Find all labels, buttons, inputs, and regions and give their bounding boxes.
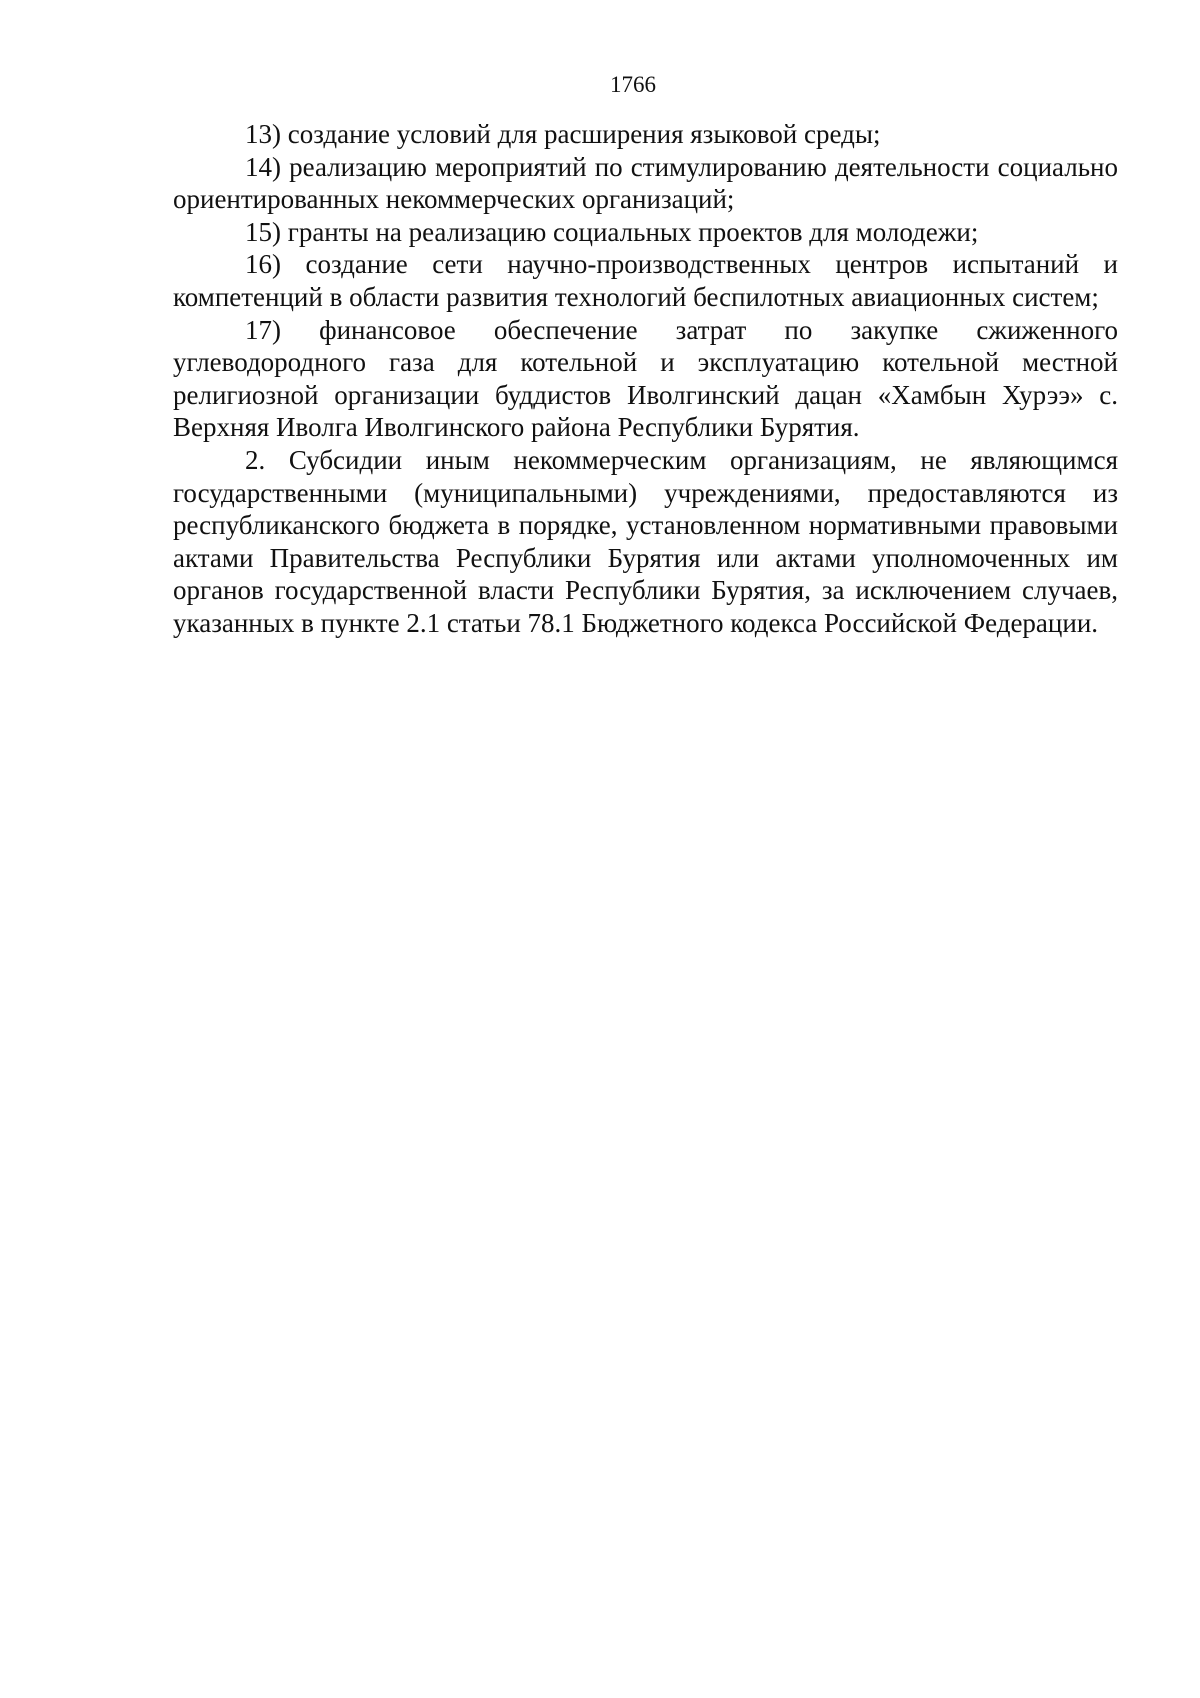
list-item-14: 14) реализацию мероприятий по стимулированию деятельности социально ориентированных некоммерческих организаций; <box>173 151 1118 215</box>
list-item-16: 16) создание сети научно-производственных центров испытаний и компетенций в области развития технологий беспилотных авиационных систем; <box>173 249 1118 312</box>
list-item-17: 17) финансовое обеспечение затрат по закупке сжиженного углеводородного газа для котельной и эксплуатацию котельной местной религиозной организации буддистов Иволгинский дацан «Хамбын Хурээ» с. Верхняя Иволга Иволгинского района Республики Бурятия. <box>173 314 1118 443</box>
clause-2-paragraph: 2. Субсидии иным некоммерческим организациям, не являющимся государственными (муниципальными) учреждениями, предоставляются из республиканского бюджета в порядке, установленном нормативными правовыми актами Правительства Республики Бурятия или актами уполномоченных им органов государственной власти Республики Бурятия, за исключением случаев, указанных в пункте 2.1 статьи 78.1 Бюджетного кодекса Российской Федерации. <box>173 444 1118 638</box>
page-number: 1766 <box>610 72 656 97</box>
list-item-13: 13) создание условий для расширения языковой среды; <box>245 119 881 149</box>
document-body <box>173 118 1118 640</box>
list-item-15: 15) гранты на реализацию социальных проектов для молодежи; <box>245 216 979 247</box>
